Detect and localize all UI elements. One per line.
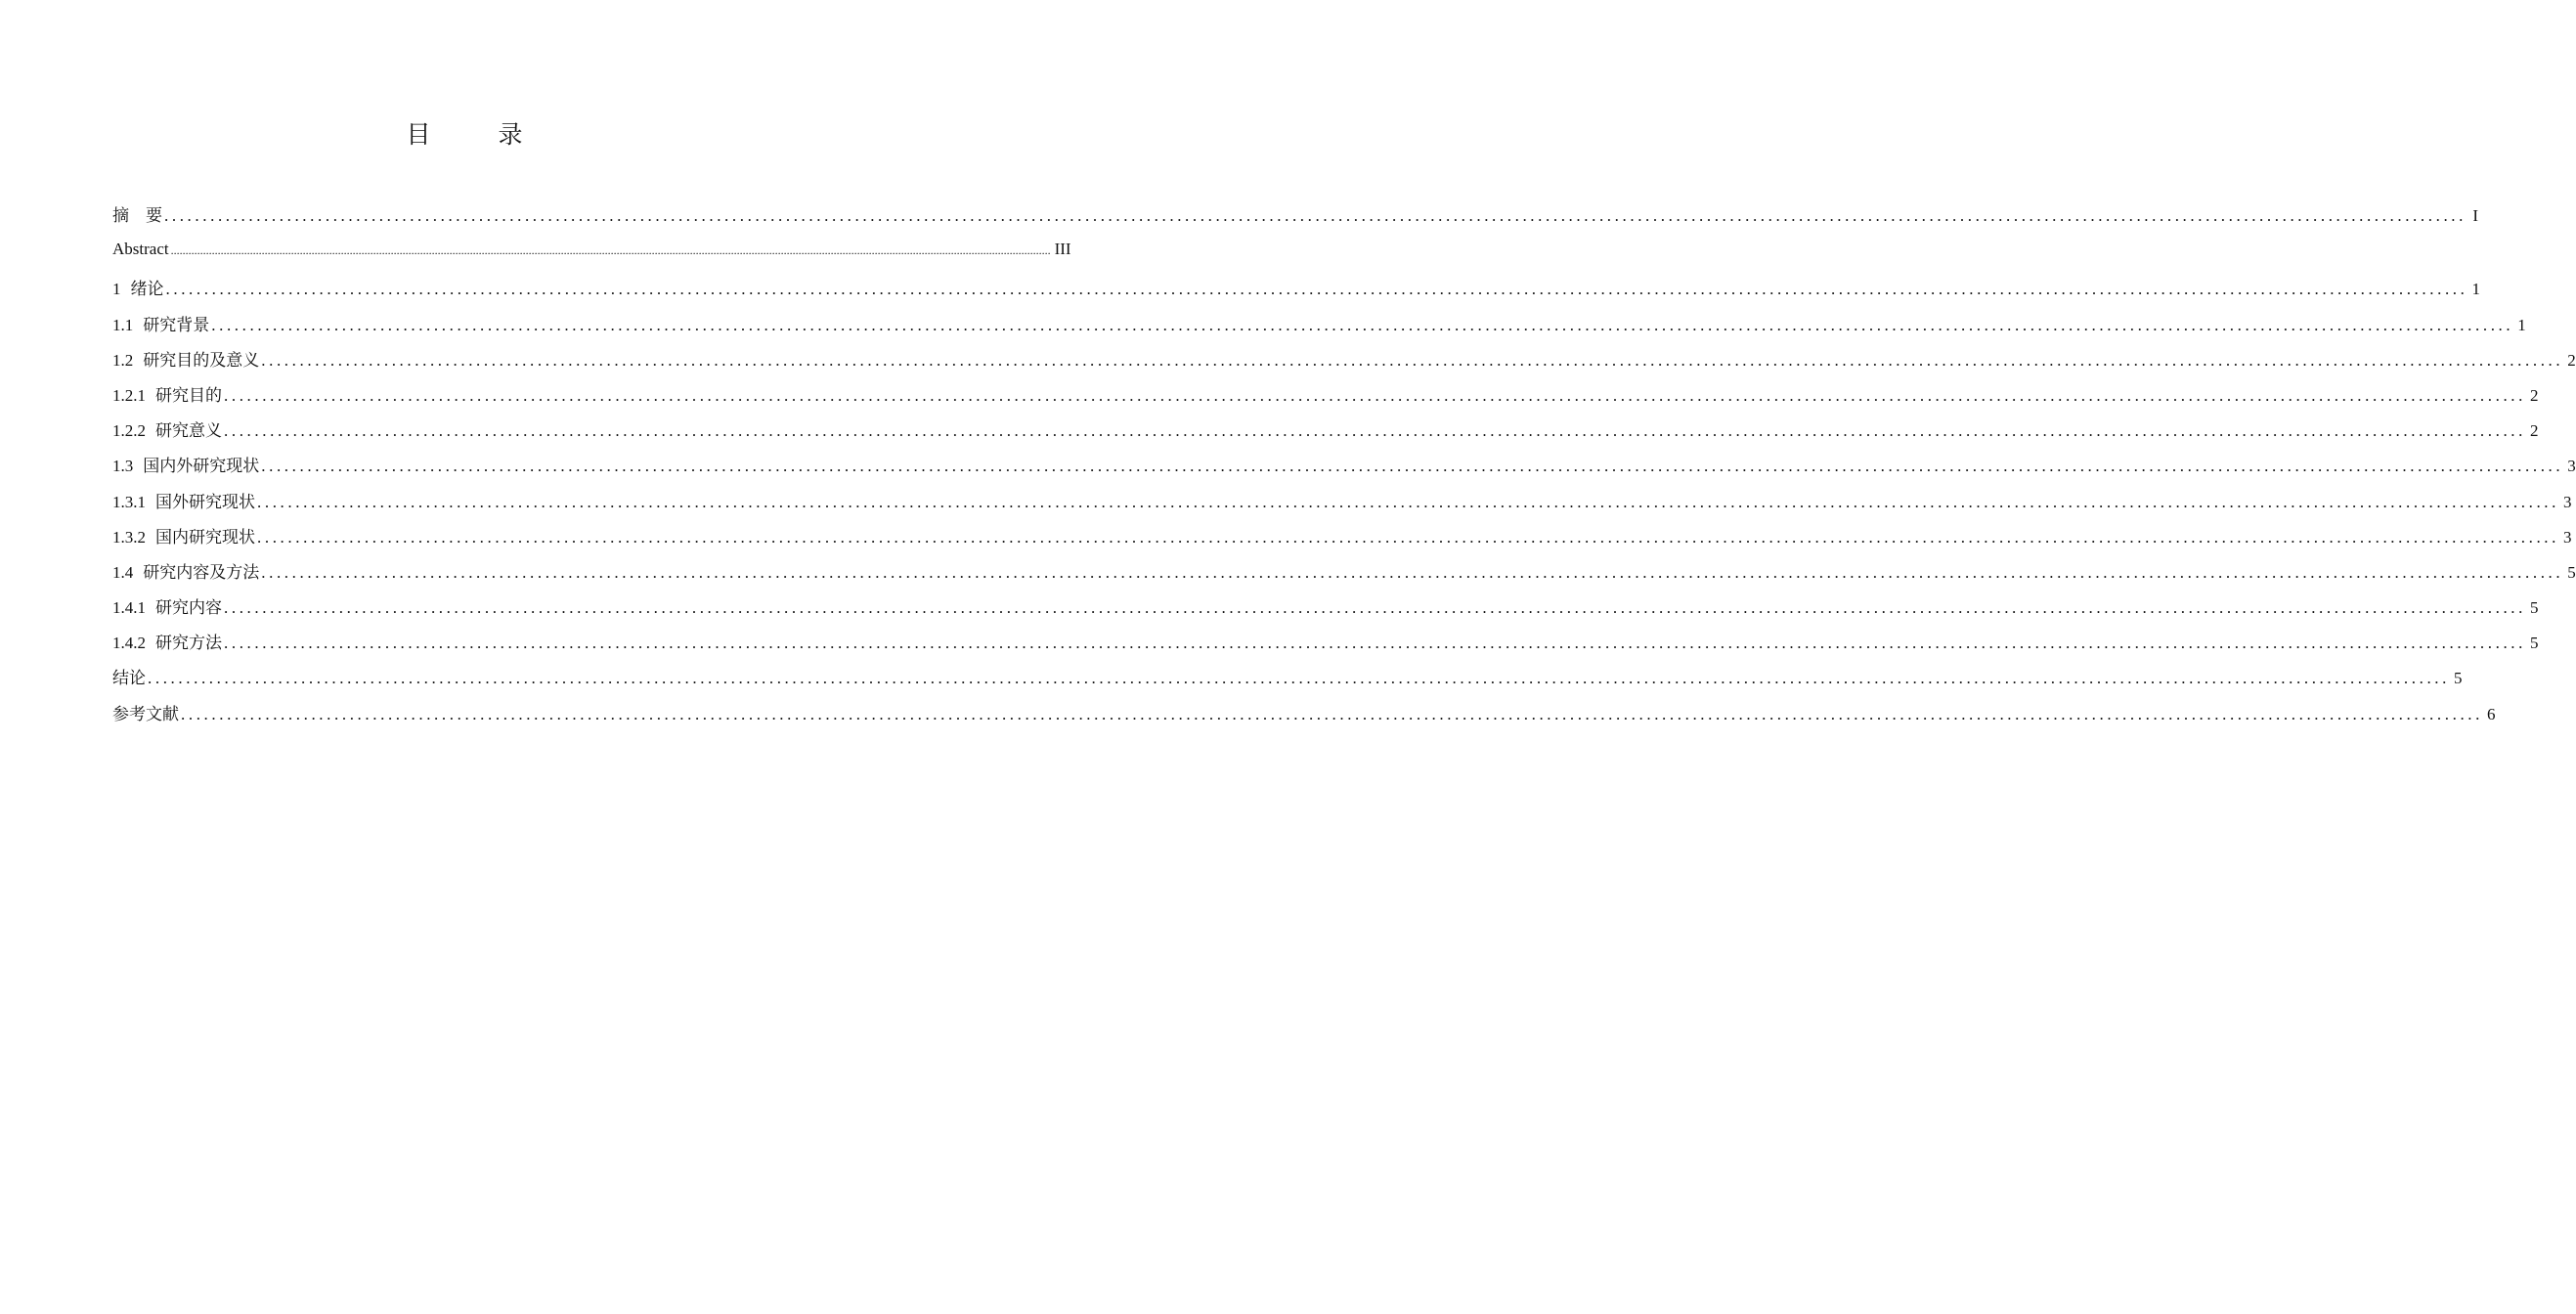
toc-entry-title: 绪论 <box>130 280 164 299</box>
toc-dot-leader: ............................................................................................................................................................................................................................................................................................................ <box>257 527 2559 547</box>
toc-dot-leader: ............................................................................................................................................................................................................................................................................................................ <box>261 350 2564 370</box>
toc-entry-page-number: III <box>1054 240 1071 259</box>
toc-entry-number: 1.2.2 <box>112 421 146 441</box>
toc-entry-label <box>112 346 259 371</box>
toc-entry-page-number: 1 <box>2471 280 2480 299</box>
toc-dot-leader: ............................................................................................................................................................................................................................................................................................................ <box>261 457 2564 476</box>
toc-entry-title: 研究目的及意义 <box>143 350 260 370</box>
toc-entry-number: 1.4.1 <box>112 598 146 618</box>
toc-entry-title: 研究内容及方法 <box>143 562 260 582</box>
toc-dot-leader: ............................................................................................................................................................................................................................................................................................................ <box>261 562 2564 582</box>
toc-entry-title: 国内外研究现状 <box>143 457 260 476</box>
toc-entry-title: 研究目的 <box>155 385 222 405</box>
toc-entry-page-number: 3 <box>2563 492 2572 511</box>
toc-entry[interactable] <box>112 201 2478 237</box>
toc-entry[interactable] <box>112 311 2526 346</box>
toc-entry-page-number: 3 <box>2563 527 2572 547</box>
toc-entry-title: 国内研究现状 <box>155 527 255 547</box>
toc-entry-label <box>112 240 169 259</box>
toc-entry-number: 1.4 <box>112 562 134 582</box>
toc-entry-label <box>112 664 146 688</box>
toc-dot-leader: ............................................................................................................................................................................................................................................................................................................ <box>148 669 2450 688</box>
toc-dot-leader: ............................................................................................................................................................................................................................................................................................................ <box>224 385 2526 405</box>
toc-entry[interactable] <box>112 593 2539 629</box>
toc-entry-title: 研究方法 <box>155 634 222 653</box>
toc-entry[interactable] <box>112 700 2496 735</box>
toc-entry-label <box>112 381 222 406</box>
toc-entry-title: 结论 <box>112 669 146 688</box>
toc-entry[interactable] <box>112 240 1071 275</box>
toc-entry-page-number: 2 <box>2530 385 2539 405</box>
toc-entry-title: 参考文献 <box>112 704 179 723</box>
toc-entry[interactable] <box>112 664 2463 699</box>
toc-entry-page-number: 6 <box>2487 704 2496 723</box>
toc-dot-leader: ............................................................................................................................................................................................................................................................................................................ <box>224 598 2526 618</box>
toc-entry-number: 1.3.1 <box>112 492 146 511</box>
toc-entry-label <box>112 523 255 548</box>
toc-entry-page-number: 5 <box>2530 598 2539 618</box>
toc-dot-leader: ............................................................................................................................................................................................................................................................................................................ <box>170 243 1051 258</box>
toc-entry-page-number: 5 <box>2530 634 2539 653</box>
toc-entry-number: 1.1 <box>112 315 134 334</box>
toc-entry-label <box>112 700 179 724</box>
toc-entry[interactable] <box>112 416 2539 452</box>
toc-entry-page-number: 3 <box>2567 457 2576 476</box>
toc-entry-title: Abstract <box>112 240 169 259</box>
toc-entry-label <box>112 416 222 441</box>
toc-entry-number: 1.2 <box>112 350 134 370</box>
toc-entry[interactable] <box>112 488 2572 523</box>
toc-dot-leader: ............................................................................................................................................................................................................................................................................................................ <box>165 280 2468 299</box>
toc-dot-leader: ............................................................................................................................................................................................................................................................................................................ <box>224 634 2526 653</box>
toc-dot-leader: ............................................................................................................................................................................................................................................................................................................ <box>211 315 2514 334</box>
toc-entry-title: 研究内容 <box>155 598 222 618</box>
toc-entry-number: 1.3 <box>112 457 134 476</box>
toc-entry-page-number: I <box>2472 206 2478 225</box>
toc-entry[interactable] <box>112 558 2576 593</box>
toc-entry-page-number: 2 <box>2567 350 2576 370</box>
toc-entry-label <box>112 275 164 299</box>
toc-entry-number: 1.4.2 <box>112 634 146 653</box>
toc-entry-label <box>112 452 259 476</box>
toc-dot-leader: ............................................................................................................................................................................................................................................................................................................ <box>257 492 2559 511</box>
toc-entry[interactable] <box>112 452 2576 487</box>
toc-entry[interactable] <box>112 346 2576 381</box>
toc-entry[interactable] <box>112 629 2539 664</box>
toc-entry-number: 1 <box>112 280 121 299</box>
toc-entry-label <box>112 311 209 335</box>
table-of-contents <box>112 201 2576 735</box>
toc-entry-title: 研究背景 <box>143 315 210 334</box>
toc-entry-number: 1.2.1 <box>112 385 146 405</box>
toc-entry-page-number: 2 <box>2530 421 2539 441</box>
toc-dot-leader: ............................................................................................................................................................................................................................................................................................................ <box>181 704 2483 723</box>
toc-entry[interactable] <box>112 275 2480 310</box>
toc-entry-page-number: 5 <box>2567 562 2576 582</box>
toc-entry[interactable] <box>112 523 2572 558</box>
toc-entry-label <box>112 488 255 512</box>
toc-entry[interactable] <box>112 381 2539 416</box>
toc-dot-leader: ............................................................................................................................................................................................................................................................................................................ <box>224 421 2526 441</box>
toc-entry-title: 国外研究现状 <box>155 492 255 511</box>
toc-entry-label <box>112 593 222 618</box>
toc-dot-leader: ............................................................................................................................................................................................................................................................................................................ <box>164 206 2467 225</box>
page-title: 目 录 <box>406 120 545 149</box>
toc-entry-label <box>112 629 222 653</box>
toc-entry-label <box>112 558 259 583</box>
toc-entry-number: 1.3.2 <box>112 527 146 547</box>
toc-entry-page-number: 5 <box>2454 669 2463 688</box>
toc-entry-title: 研究意义 <box>155 421 222 441</box>
toc-entry-title: 摘 要 <box>112 206 162 225</box>
toc-entry-label <box>112 201 162 226</box>
toc-entry-page-number: 1 <box>2517 315 2526 334</box>
